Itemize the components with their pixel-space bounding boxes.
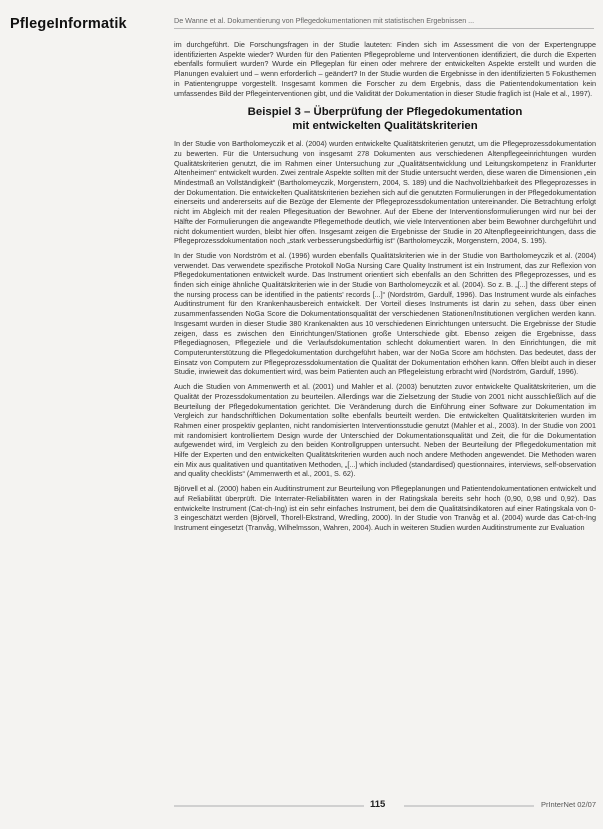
section-heading bbox=[174, 106, 596, 133]
running-head: De Wanne et al. Dokumentierung von Pflegedokumentationen mit statistischen Ergebnissen ... bbox=[174, 16, 475, 25]
page-footer bbox=[174, 797, 596, 815]
paragraph-ammenwerth-mahler: Auch die Studien von Ammenwerth et al. (2001) und Mahler et al. (2003) benutzten zuvor entwickelte Qualitätskriterien, um die Qualität der Prozessdokumentation zu beurteilen. Allerdings war die Zielsetzung der Studie von 2001 nicht ausschließlich auf die Beurteilung der Pflegedokumentation gerichtet. Die Veränderung durch die Einführung einer Software zur Dokumentation im Vergleich zur handschriftlichen Dokumentation sollte ebenfalls beurteilt werden. Die entwickelten Qualitätskriterien wurden im Rahmen einer prospektiv geplanten, nicht randomisierten Interventionsstudie genutzt (Mahler et al., 2003). In der Studie von 2001 mit randomisiert kontrolliertem Design wurde der Unterschied der Dokumentationsqualität und Zeit, die für die Dokumentation aufgewendet wird, im Vergleich zu den beiden Kontrollgruppen untersucht. Neben der Beurteilung der Pflegedokumentation mit Hilfe der Experten und den entwickelten Qualitätskriterien wurden auch noch andere Methoden angewendet. Die Methoden waren ein Mix aus qualitativen und quantitativen Methoden, „[...] which included (standardised) questionnaires, interviews, self-observation and quality checklists“ (Ammenwerth et al., 2001, S. 62). bbox=[174, 382, 596, 479]
section-title-line-1: Beispiel 3 – Überprüfung der Pflegedokumentation bbox=[247, 106, 523, 119]
paragraph-bjoervell: Björvell et al. (2000) haben ein Auditinstrument zur Beurteilung von Pflegeplanungen und Patientendokumentationen entwickelt und auf Reliabilität überprüft. Die Interrater-Reliabilitäten waren in der Ratingskala bereits sehr hoch (0,90, 0,98 und 0,92). Das entwickelte Instrument (Cat-ch-Ing) ist ein sehr einfaches Instrument, bei dem die Qualitätsindikatoren auf einer Ratingskala von 0-3 eingeschätzt werden (Björvell, Thorell-Ekstrand, Wredling, 2000). In der Studie von Tranvåg et al. (2004) wurde das Cat-ch-Ing Instrument eingesetzt (Tranvåg, Wilhelmsson, Wahren, 2004). Auch in weiteren Studien wurden Auditinstrumente zur Evaluation bbox=[174, 484, 596, 532]
paragraph-nordstroem: In der Studie von Nordström et al. (1996) wurden ebenfalls Qualitätskriterien wie in der Studie von Bartholomeyczik et al. (2004) verwendet. Das verwendete spezifische Protokoll NoGa Nursing Care Quality Instrument ist ein Instrument, das zur Reflexion von Pflegedokumentationen entwickelt wurde. Das Instrument orientiert sich ebenfalls an den Schritten des Pflegeprozesses, und es finden sich einige ähnliche Qualitätskriterien wie in der Studie von Bartholomeyczik et al. (2004). So z. B. „[...] the different steps of the nursing process can be identified in the patients' records [...]“ (Nordström, Gardulf, 1996). Das Instrument wurde als einfaches Auditinstrument für den Krankenhausbereich entwickelt. Der Vorteil dieses Instruments ist darin zu sehen, dass über einen zusammenfassenden NoGa Score die Dokumentationsqualität der verschiedenen Stationen/Institutionen verglichen werden kann. Insgesamt wurden in dieser Studie 380 Krankenakten aus 10 verschiedenen Einrichtungen untersucht. Die Ergebnisse der Studie zeigen, dass es zwischen den Einrichtungen/Stationen große Unterschiede gibt. Ebenso zeigen die Ergebnisse, dass Pflegediagnosen, Pflegeziele und die Verlaufsdokumentation schlecht dokumentiert waren. In den Einrichtungen, die mit Computerunterstützung die Pflegedokumentation durchgeführt haben, war der NoGa Score am höchsten. Das bedeutet, dass der Einsatz von Computern zur Pflegeprozessdokumentation die Qualität der Dokumentation erhöhen kann. Offen bleibt auch in dieser Studie, inwieweit das dokumentiert wird, was beim Patienten auch an Pflegeleistung erbracht wird (Nordström, Gardulf, 1996). bbox=[174, 250, 596, 377]
page-header bbox=[0, 0, 603, 42]
journal-reference: PrInterNet 02/07 bbox=[540, 800, 596, 809]
intro-paragraph: im durchgeführt. Die Forschungsfragen in der Studie lauteten: Finden sich im Assessment die von der Expertengruppe identifizierten Aspekte wieder? Wurden für den Patienten Pflegeprobleme und Interventionen identifiziert, die durch die Experten ebenfalls formuliert wurden? Wurde ein Pflegeplan für einen oder mehrere der entwickelten Aspekte erstellt und wurden die Planungen evaluiert und – wenn erforderlich – geändert? In der Studie wurden die Ergebnisse in den identifizierten 5 Fokusthemen in Patientengruppe vorgestellt. Insgesamt kommen die Forscher zu dem Ergebnis, dass die Patientendokumentation kein umfassendes Bild der Pflegeinterventionen gibt, und die Validität der Dokumentation in dieser Studie fraglich ist (Hale et al., 1997). bbox=[174, 40, 596, 98]
section-title-line-2: mit entwickelten Qualitätskriterien bbox=[292, 119, 478, 132]
page-number: 115 bbox=[370, 799, 386, 810]
footer-rule bbox=[404, 805, 534, 807]
footer-rule bbox=[174, 805, 364, 807]
article-body bbox=[174, 40, 596, 538]
journal-brand: PflegeInformatik bbox=[10, 16, 127, 32]
paragraph-bartholomeyczik: In der Studie von Bartholomeyczik et al. (2004) wurden entwickelte Qualitätskriterien genutzt, um die Pflegeprozessdokumentation zu bewerten. Für die Untersuchung von insgesamt 278 Dokumenten aus verschiedenen Altenpflegeeinrichtungen wurden Qualitätskriterien genutzt, die im Rahmen einer Untersuchung zur „Qualitätsentwicklung und Leitungskompetenz in Frankfurter Altenheimen“ entwickelt wurden. Zwei zentrale Aspekte sollten mit der Studie untersucht werden, diese waren die Dimensionen „ein Mindestmaß an Vollständigkeit“ (Bartholomeyczik, Morgenstern, 2004, S. 189) und die Nachvollziehbarkeit des Pflegeprozesses in der Dokumentation. Die entwickelten Qualitätskriterien beziehen sich auf die genutzten Formulierungen in der Pflegedokumentation einerseits und andererseits auf die Bezüge der Elemente der Pflegeprozessdokumentation untereinander. Die Betrachtung erfolgt nicht im Abgleich mit der realen Pflegesituation der Bewohner. Auf der Ebene der Interventionsformulierungen wird nur bei der Hälfte der Formulierungen die angewandte Pflegemethode deutlich, wie viele Interventionen aber beim Bewohner durchgeführt und nicht dokumentiert wurden, bleibt hier offen. Insgesamt zeigen die Ergebnisse der Studie in 20 Altenpflegeeinrichtungen, dass die Pflegeprozessdokumentation noch „stark verbesserungsbedürftig ist“ (Bartholomeyczik, Morgenstern, 2004, S. 195). bbox=[174, 139, 596, 246]
header-rule bbox=[174, 28, 594, 29]
